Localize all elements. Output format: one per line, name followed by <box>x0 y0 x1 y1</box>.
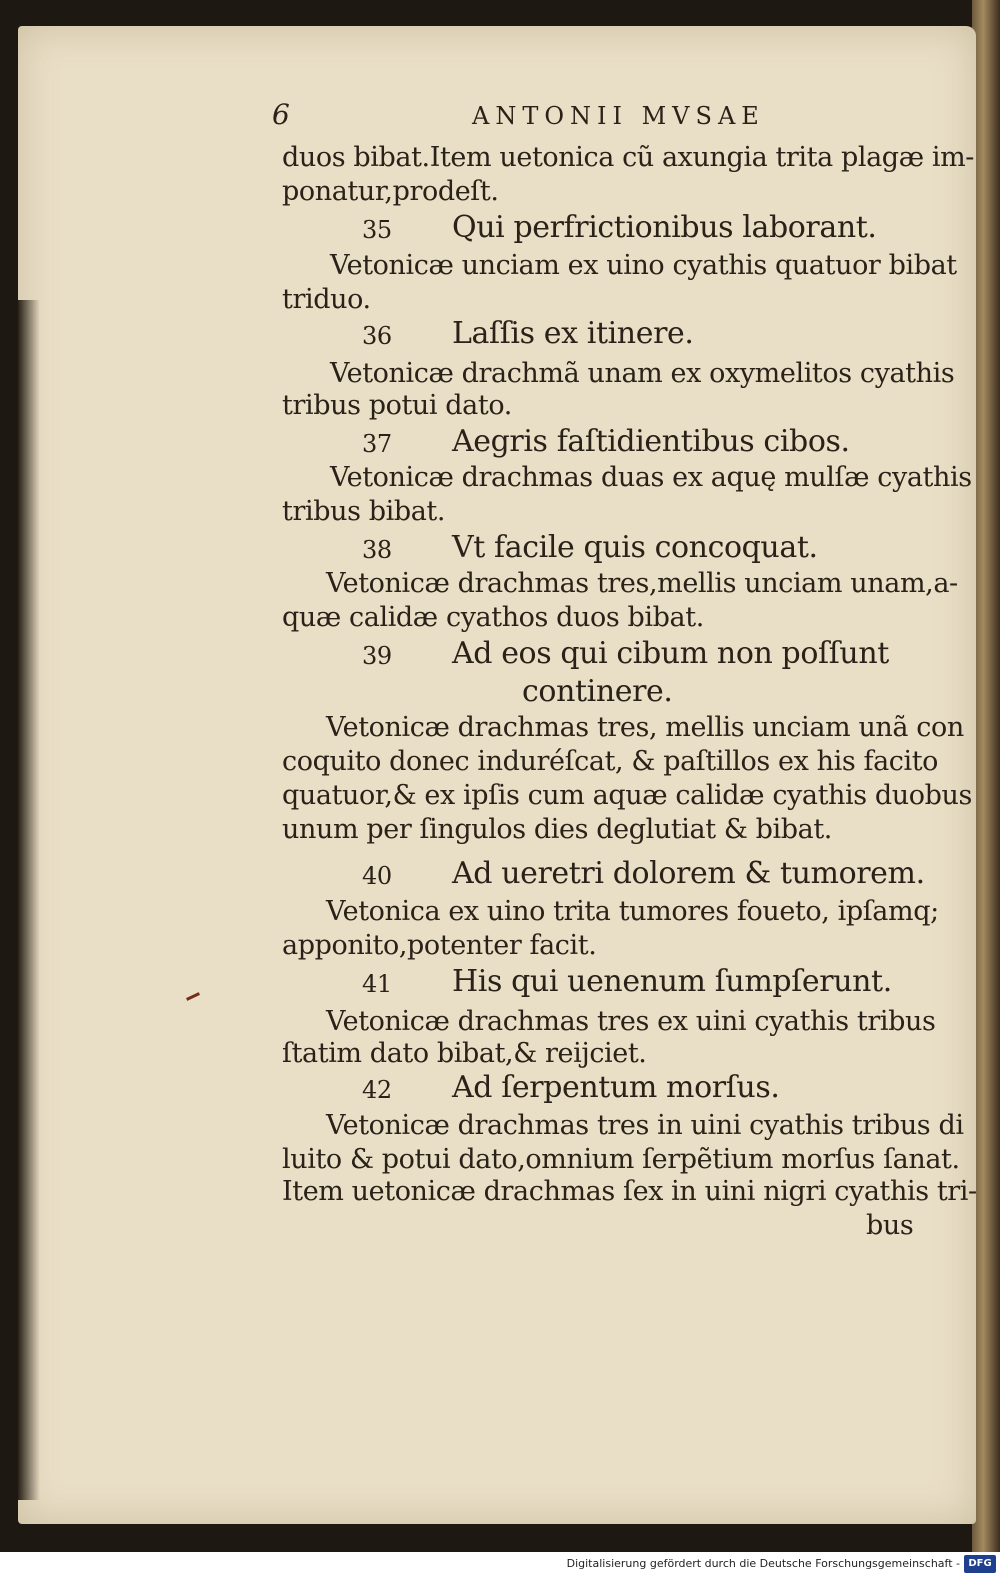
text-line: Vetonicæ drachmas tres, mellis unciam unã con <box>326 712 964 743</box>
section-heading: Aegris faſtidientibus cibos. <box>452 424 850 459</box>
page-header <box>272 98 922 134</box>
text-line: Vetonicæ unciam ex uino cyathis quatuor bibat <box>330 250 957 281</box>
section-heading: Ad ſerpentum morſus. <box>452 1070 780 1105</box>
text-line: Vetonicæ drachmas tres ex uini cyathis tribus <box>326 1006 936 1037</box>
section-number: 36 <box>362 322 392 350</box>
section-heading: His qui uenenum ſumpſerunt. <box>452 964 892 999</box>
text-line: unum per ſingulos dies deglutiat & bibat. <box>282 814 832 845</box>
text-line: duos bibat.Item uetonica cũ axungia trita plagæ im- <box>282 142 975 173</box>
text-line: luito & potui dato,omnium ſerpẽtium morſus ſanat. <box>282 1144 960 1175</box>
text-line: Vetonica ex uino trita tumores foueto, ipſamq; <box>326 896 939 927</box>
text-line: quatuor,& ex ipſis cum aquæ calidæ cyathis duobus <box>282 780 972 811</box>
section-number: 38 <box>362 536 392 564</box>
text-line: quæ calidæ cyathos duos bibat. <box>282 602 704 633</box>
text-line: tribus potui dato. <box>282 390 512 421</box>
page-gutter-shadow <box>18 300 40 1500</box>
text-line: triduo. <box>282 284 371 315</box>
text-line: apponito,potenter facit. <box>282 930 597 961</box>
section-number: 35 <box>362 216 392 244</box>
digitization-footer <box>0 1552 1000 1577</box>
section-number: 39 <box>362 642 392 670</box>
footer-credit: Digitalisierung gefördert durch die Deutsche Forschungsgemeinschaft - <box>566 1557 960 1570</box>
text-line: ſtatim dato bibat,& reijciet. <box>282 1038 647 1069</box>
text-line: coquito donec induréſcat, & paſtillos ex his facito <box>282 746 939 777</box>
section-number: 42 <box>362 1076 392 1104</box>
text-line: tribus bibat. <box>282 496 446 527</box>
text-line: Vetonicæ drachmas duas ex aquę mulſæ cyathis <box>330 462 972 493</box>
section-number: 40 <box>362 862 392 890</box>
section-heading: Ad ueretri dolorem & tumorem. <box>452 856 925 891</box>
text-line: Vetonicæ drachmas tres,mellis unciam unam,a- <box>326 568 958 599</box>
section-heading: Laſſis ex itinere. <box>452 316 694 351</box>
section-heading-continuation: continere. <box>522 674 673 709</box>
book-edge <box>972 0 1000 1552</box>
section-heading: Qui perfrictionibus laborant. <box>452 210 877 245</box>
section-heading: Vt facile quis concoquat. <box>452 530 818 565</box>
section-number: 41 <box>362 970 392 998</box>
catchword: bus <box>866 1210 914 1241</box>
dfg-logo: DFG <box>964 1555 996 1573</box>
section-heading: Ad eos qui cibum non poſſunt <box>452 636 889 671</box>
text-line: Item uetonicæ drachmas ſex in uini nigri cyathis tri- <box>282 1176 977 1207</box>
running-title: ANTONII MVSAE <box>472 102 765 130</box>
section-number: 37 <box>362 430 392 458</box>
text-line: Vetonicæ drachmas tres in uini cyathis tribus di <box>326 1110 964 1141</box>
page-number: 6 <box>272 98 290 131</box>
text-line: ponatur,prodeſt. <box>282 176 499 207</box>
text-line: Vetonicæ drachmã unam ex oxymelitos cyathis <box>330 358 955 389</box>
